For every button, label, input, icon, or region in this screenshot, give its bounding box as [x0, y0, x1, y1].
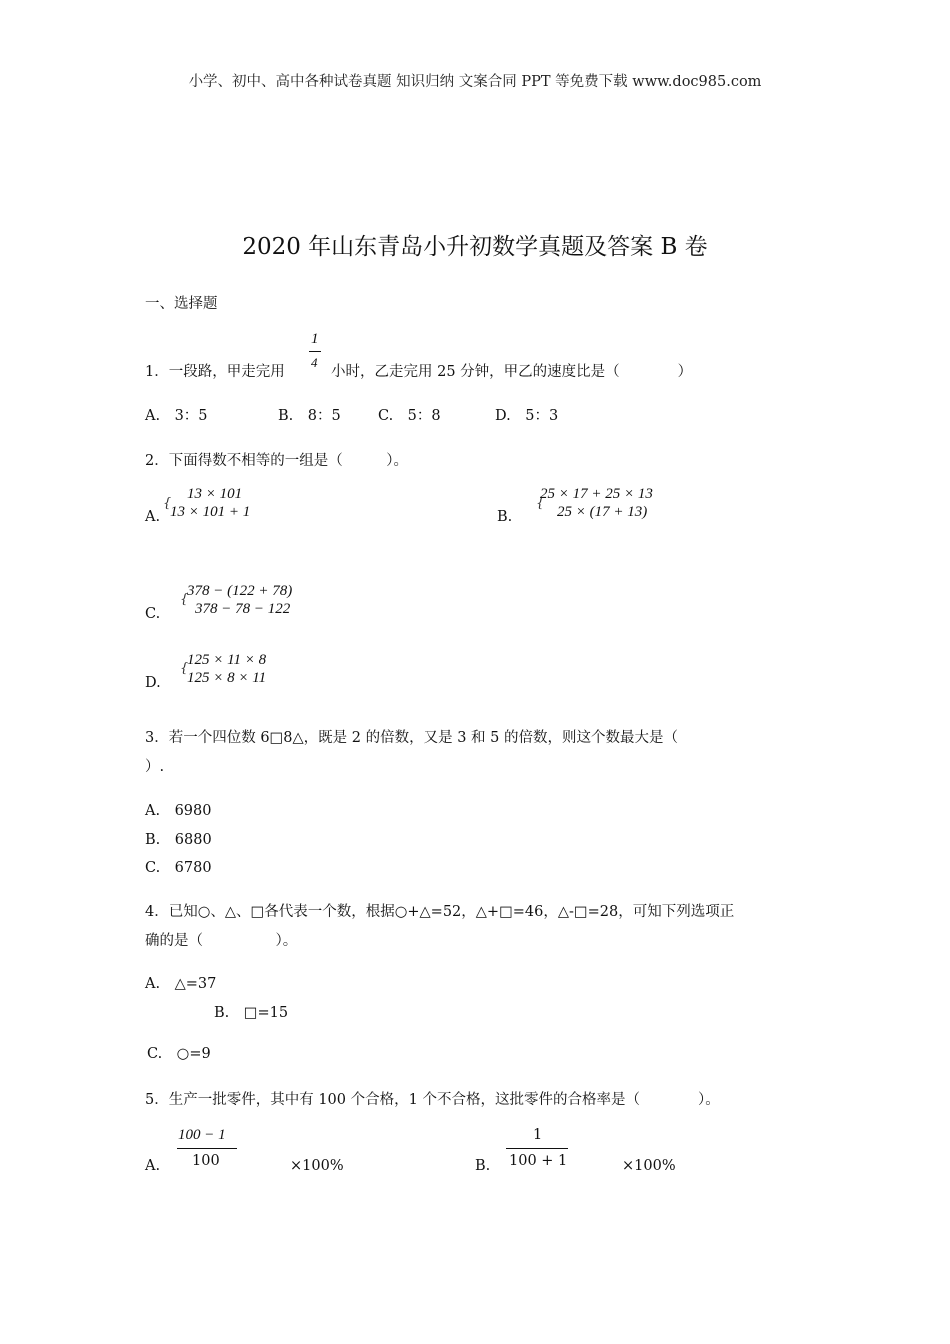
q4-text-line1: 4．已知○、△、□各代表一个数，根据○+△=52，△+□=46，△-□=28，可知下列选项正 [145, 904, 735, 920]
q2-text: 2．下面得数不相等的一组是（ ）。 [145, 453, 408, 469]
q2-option-a-label: A. [145, 509, 161, 525]
q5-option-a-fraction-bar [177, 1148, 237, 1149]
q5-option-b-label: B. [475, 1158, 491, 1174]
q1-text-start: 1．一段路，甲走完用 [145, 364, 285, 380]
q4-option-c: C. ○=9 [147, 1046, 211, 1062]
q5-option-b-numerator: 1 [533, 1127, 543, 1143]
q5-option-a-label: A. [145, 1158, 161, 1174]
q2-option-c-bottom: 378 − 78 − 122 [195, 601, 291, 617]
q4-option-a: A. △=37 [145, 976, 217, 992]
q3-text-line1: 3．若一个四位数 6□8△，既是 2 的倍数，又是 3 和 5 的倍数，则这个数最大是（ [145, 730, 678, 746]
q5-option-b-fraction-bar [506, 1148, 568, 1149]
q3-option-a: A. 6980 [145, 803, 212, 819]
q3-text-line2: ）. [145, 759, 165, 775]
q2-option-c-brace: { [180, 592, 189, 607]
q2-option-d-brace: { [180, 661, 189, 676]
q1-text-end: 小时，乙走完用 25 分钟，甲乙的速度比是（ ） [331, 364, 693, 380]
q5-option-a-denominator: 100 [192, 1153, 220, 1169]
q1-fraction-bar [309, 351, 321, 352]
section-heading: 一、选择题 [145, 296, 218, 312]
q2-option-d-top: 125 × 11 × 8 [187, 652, 267, 668]
q2-option-d-bottom: 125 × 8 × 11 [187, 670, 267, 686]
q5-option-a-suffix: ×100% [290, 1158, 344, 1174]
q2-option-b-label: B. [497, 509, 513, 525]
q1-fraction-numerator: 1 [311, 331, 319, 347]
q1-option-a: A. 3：5 [145, 408, 208, 424]
q2-option-b-brace: { [536, 496, 545, 511]
q2-option-b-top: 25 × 17 + 25 × 13 [540, 486, 653, 502]
q2-option-c-label: C. [145, 606, 161, 622]
q2-option-b-bottom: 25 × (17 + 13) [557, 504, 648, 520]
q4-text-line2: 确的是（ ）。 [145, 933, 298, 949]
q1-option-c: C. 5：8 [378, 408, 441, 424]
q2-option-c-top: 378 − (122 + 78) [187, 583, 293, 599]
q1-fraction-denominator: 4 [311, 355, 318, 370]
q2-option-d-label: D. [145, 675, 161, 691]
q5-option-b-suffix: ×100% [622, 1158, 676, 1174]
page-header: 小学、初中、高中各种试卷真题 知识归纳 文案合同 PPT 等免费下载 www.doc985.com [188, 74, 762, 90]
q4-option-b: B. □=15 [214, 1005, 289, 1021]
q2-option-a-brace: { [163, 496, 172, 511]
q2-option-a-top: 13 × 101 [187, 486, 243, 502]
q5-option-a-numerator: 100 − 1 [178, 1127, 226, 1143]
q3-option-b: B. 6880 [145, 832, 212, 848]
q1-option-d: D. 5：3 [495, 408, 559, 424]
q3-option-c: C. 6780 [145, 860, 212, 876]
q5-text: 5．生产一批零件，其中有 100 个合格，1 个不合格，这批零件的合格率是（ ）。 [145, 1092, 720, 1108]
page-title: 2020 年山东青岛小升初数学真题及答案 B 卷 [242, 234, 708, 260]
q2-option-a-bottom: 13 × 101 + 1 [170, 504, 251, 520]
q1-option-b: B. 8：5 [278, 408, 341, 424]
q5-option-b-denominator: 100 + 1 [509, 1153, 568, 1169]
